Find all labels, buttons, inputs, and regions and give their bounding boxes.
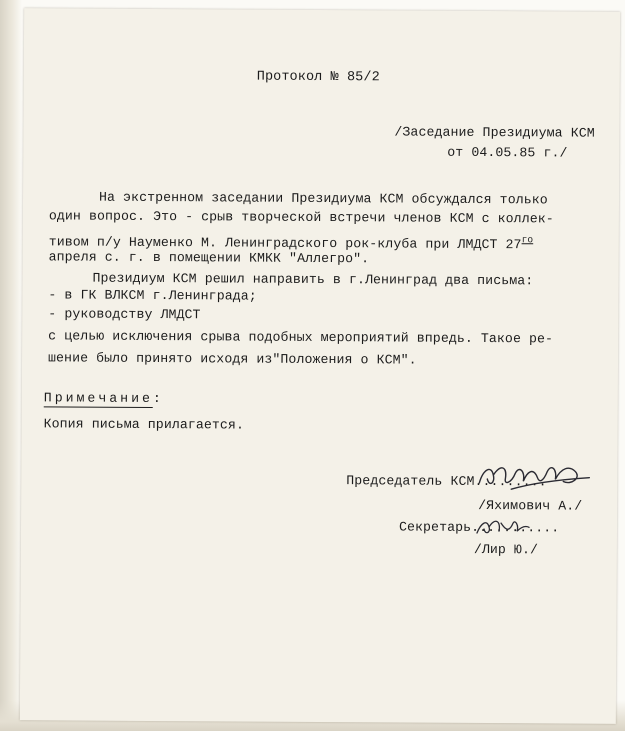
chair-label: Председатель КСМ.	[346, 473, 483, 489]
document-title: Протокол № 85/2	[256, 69, 380, 86]
scan-edge-left	[0, 0, 22, 731]
note-heading	[44, 390, 161, 407]
meeting-line-1: /Заседание Президиума КСМ	[394, 124, 595, 141]
date-superscript: го	[521, 234, 534, 246]
body-line-2: один вопрос. Это - срыв творческой встречи членов КСМ с коллек-	[48, 208, 554, 227]
body-line-9: шение было принято исходя из"Положения о КСМ".	[47, 350, 417, 368]
document-page	[20, 8, 620, 724]
secretary-dots: ..........	[479, 519, 560, 536]
secretary-signature	[471, 511, 531, 541]
body-line-3-text: тивом п/у Науменко М. Ленинградского рок-клуба при ЛМДСТ 27	[48, 234, 522, 253]
body-line-5: Президиум КСМ решил направить в г.Ленинград два письма:	[92, 270, 534, 289]
body-line-4: апреля с. г. в помещении КМКК "Аллегро".	[48, 249, 370, 267]
note-text: Копия письма прилагается.	[43, 416, 245, 433]
body-line-8: с целью исключения срыва подобных мероприятий впредь. Такое ре-	[48, 328, 554, 347]
note-heading-colon: :	[152, 390, 162, 407]
secretary-name: /Лир Ю./	[473, 541, 539, 558]
body-line-6: - в ГК ВЛКСМ г.Ленинграда;	[48, 287, 257, 304]
meeting-line-2: от 04.05.85 г./	[447, 144, 568, 161]
secretary-label: Секретарь.	[398, 519, 480, 535]
note-heading-text: Примечание	[43, 390, 153, 406]
chair-name: /Яхимович А./	[478, 497, 583, 514]
body-line-7: - руководству ЛМДСТ	[48, 306, 201, 323]
body-line-1: На экстренном заседании Президиума КСМ обсуждался только	[98, 189, 548, 208]
chair-dots: ........	[482, 473, 547, 490]
chair-signature	[471, 449, 591, 500]
